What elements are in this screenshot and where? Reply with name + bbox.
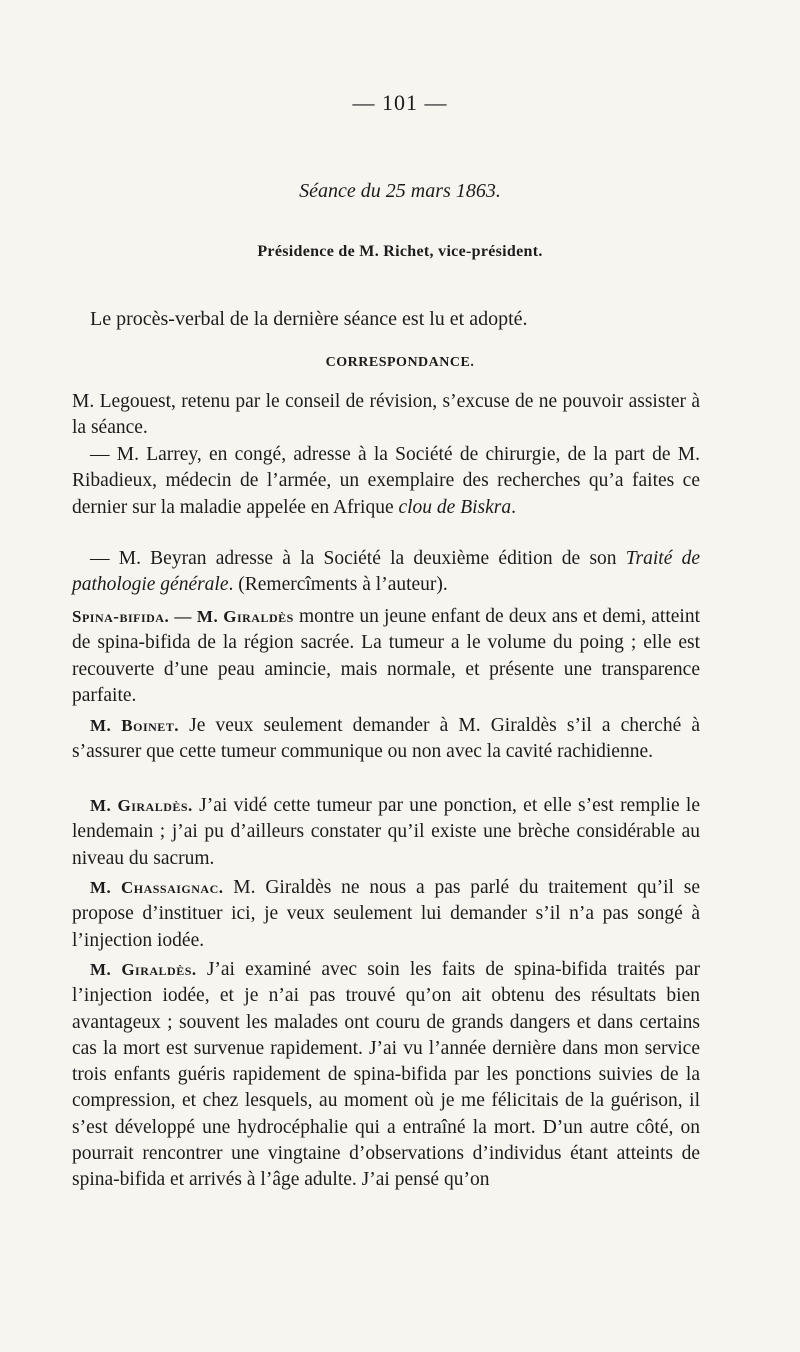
speaker-name: M. Giraldès. [90,960,197,979]
paragraph-giraldes-2 [72,957,700,1194]
book-title: clou de Biskra [398,496,512,518]
paragraph-text: J’ai examiné avec soin les faits de spina-bifida traités par l’injection iodée, et je n’ai pas trouvé qu’on ait obtenu des résultats bien avantageux ; souvent les malades ont couru de grands dangers et dans certains cas la mort est survenue rapidement. J’ai vu l’année dernière dans mon service trois enfants guéris rapidement de spina-bifida par les ponctions suivies de la compression, et chez lesquels, au moment où je me félicitais de la guérison, il s’est développé une hydrocéphalie qui a entraîné la mort. D’un autre côté, on pourrait rencontrer une vingtaine d’observations d’individus étant atteints de spina-bifida et arrivés à l’âge adulte. J’ai pensé qu’on [72,959,700,1191]
speaker-name: M. Chassaignac. [90,878,224,897]
paragraph-larrey: — M. Larrey, en congé, adresse à la Société de chirurgie, de la part de M. Ribadieux, médecin de l’armée, un exemplaire des recherches qu’a faites ce dernier sur la maladie appelée en Afrique clou de Biskra. [72,444,700,518]
presidency-line: Présidence de M. Richet, vice-président. [257,243,543,260]
paragraph-text: M. Legouest, retenu par le conseil de révision, s’excuse de ne pouvoir assister à la séance. [72,391,700,439]
minutes-statement: Le procès-verbal de la dernière séance est lu et adopté. [90,308,528,330]
paragraph-text: — M. Beyran adresse à la Société la deuxième édition de son [90,548,626,569]
book-title: Traité de pathologie générale [72,548,700,596]
speaker-name: M. Boinet. [90,716,180,735]
session-title: Séance du 25 mars 1863. [299,180,501,202]
paragraph-legouest [72,389,700,442]
paragraph-text: Je veux seulement demander à M. Giraldès s’il a cherché à s’assurer que cette tumeur communique ou non avec la cavité rachidienne. [72,715,701,763]
speaker-name: M. Giraldès. [90,796,193,815]
paragraph-text: montre un jeune enfant de deux ans et demi, atteint de spina-bifida de la région sacrée. La tumeur a le volume du poing ; elle est recouverte d’une peau amincie, mais normale, et présente une transparence parfaite. [72,606,701,706]
page-number: — 101 — [352,90,448,115]
paragraph-boinet [72,713,700,766]
paragraph-text: M. Giraldès ne nous a pas parlé du traitement qu’il se propose d’instituer ici, je veux seulement lui demander s’il n’a pas songé à l’injection iodée. [72,877,700,951]
speaker-name: — M. Giraldès [174,607,294,626]
correspondence-heading: CORRESPONDANCE. [325,355,475,370]
paragraph-giraldes-1 [72,793,700,872]
paragraph-text: J’ai vidé cette tumeur par une ponction, et elle s’est remplie le lendemain ; j’ai pu d’ailleurs constater qu’il existe une brèche considérable au niveau du sacrum. [72,795,700,869]
paragraph-text: — M. Larrey, en congé, adresse à la Société de chirurgie, de la part de M. Ribadieux, médecin de l’armée, un exemplaire des recherches qu’a faites ce dernier sur la maladie appelée en Afrique [72,444,700,518]
section-heading: Spina-bifida. [72,607,170,626]
paragraph-beyran: — M. Beyran adresse à la Société la deuxième édition de son Traité de pathologie générale. (Remercîments à l’auteur). [72,548,700,596]
paragraph-spina-bifida [72,604,700,709]
paragraph-chassaignac [72,875,700,954]
